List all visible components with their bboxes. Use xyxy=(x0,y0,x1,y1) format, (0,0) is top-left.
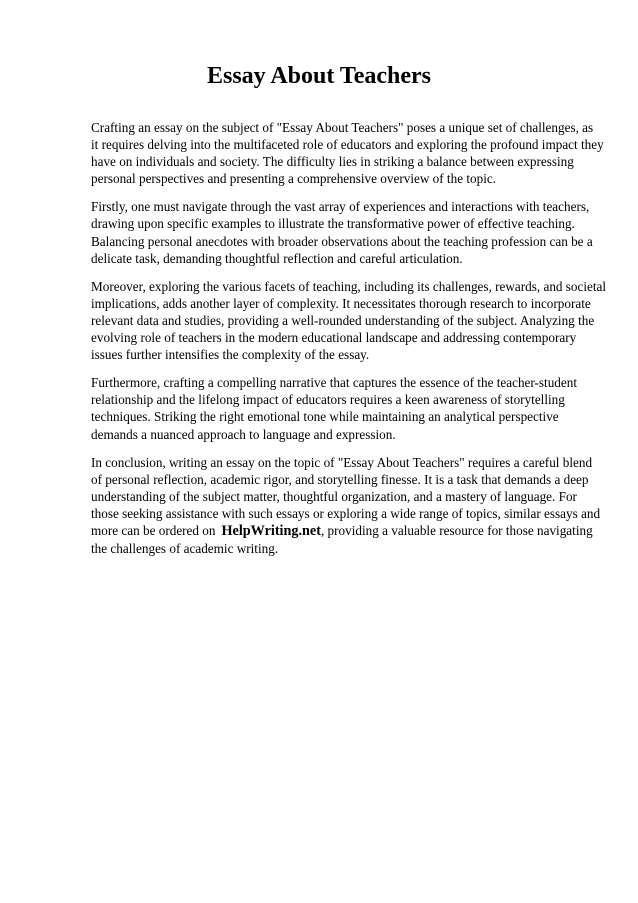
text-line: have on individuals and society. The difficulty lies in striking a balance between expressing xyxy=(91,154,574,170)
text-line: techniques. Striking the right emotional tone while maintaining an analytical perspective xyxy=(91,409,559,425)
text-line: issues further intensifies the complexity of the essay. xyxy=(91,347,370,363)
text-line: relationship and the lifelong impact of educators requires a keen awareness of storytelling xyxy=(91,392,565,408)
text-line: evolving role of teachers in the modern educational landscape and addressing contemporary xyxy=(91,330,577,346)
text-line: of personal reflection, academic rigor, and storytelling finesse. It is a task that demands a deep xyxy=(91,471,589,487)
text-line: In conclusion, writing an essay on the topic of "Essay About Teachers" requires a careful blend xyxy=(91,454,593,470)
text-line: understanding of the subject matter, thoughtful organization, and a mastery of language. For xyxy=(91,488,577,504)
text-line: Crafting an essay on the subject of "Essay About Teachers" poses a unique set of challenges, as xyxy=(91,120,594,135)
text-line: those seeking assistance with such essays or exploring a wide range of topics, similar essays and xyxy=(91,505,601,521)
text-line: demands a nuanced approach to language and expression. xyxy=(91,426,396,442)
paragraph-firstly xyxy=(91,198,599,266)
link-lead-text: more can be ordered on xyxy=(91,522,216,538)
paragraph-intro xyxy=(91,119,604,187)
text-line: relevant data and studies, providing a well-rounded understanding of the subject. Analyzing the xyxy=(91,312,595,328)
text-line: Furthermore, crafting a compelling narrative that captures the essence of the teacher-student xyxy=(91,375,577,391)
text-line: implications, adds another layer of complexity. It necessitates thorough research to incorporate xyxy=(91,295,591,311)
text-line: it requires delving into the multifaceted role of educators and exploring the profound impact they xyxy=(91,137,604,153)
text-line: personal perspectives and presenting a comprehensive overview of the topic. xyxy=(91,171,497,187)
document-title: Essay About Teachers xyxy=(206,63,432,89)
document-body xyxy=(91,119,607,568)
text-line: the challenges of academic writing. xyxy=(91,541,279,557)
paragraph-moreover xyxy=(91,278,607,363)
paragraph-conclusion xyxy=(91,454,599,558)
text-line: drawing upon specific examples to illustrate the transformative power of effective teaching. xyxy=(91,216,575,232)
text-line: Balancing personal anecdotes with broader observations about the teaching profession can be a xyxy=(91,233,593,249)
link-trail-text: , providing a valuable resource for those navigating xyxy=(320,522,593,538)
text-line-with-link xyxy=(91,522,599,540)
text-line: Moreover, exploring the various facets of teaching, including its challenges, rewards, and societal xyxy=(91,278,607,294)
text-line: Firstly, one must navigate through the vast array of experiences and interactions with teachers, xyxy=(91,199,590,215)
paragraph-furthermore xyxy=(91,374,599,442)
text-line: delicate task, demanding thoughtful reflection and careful articulation. xyxy=(91,250,463,266)
helpwriting-link[interactable]: HelpWriting.net xyxy=(221,522,321,539)
